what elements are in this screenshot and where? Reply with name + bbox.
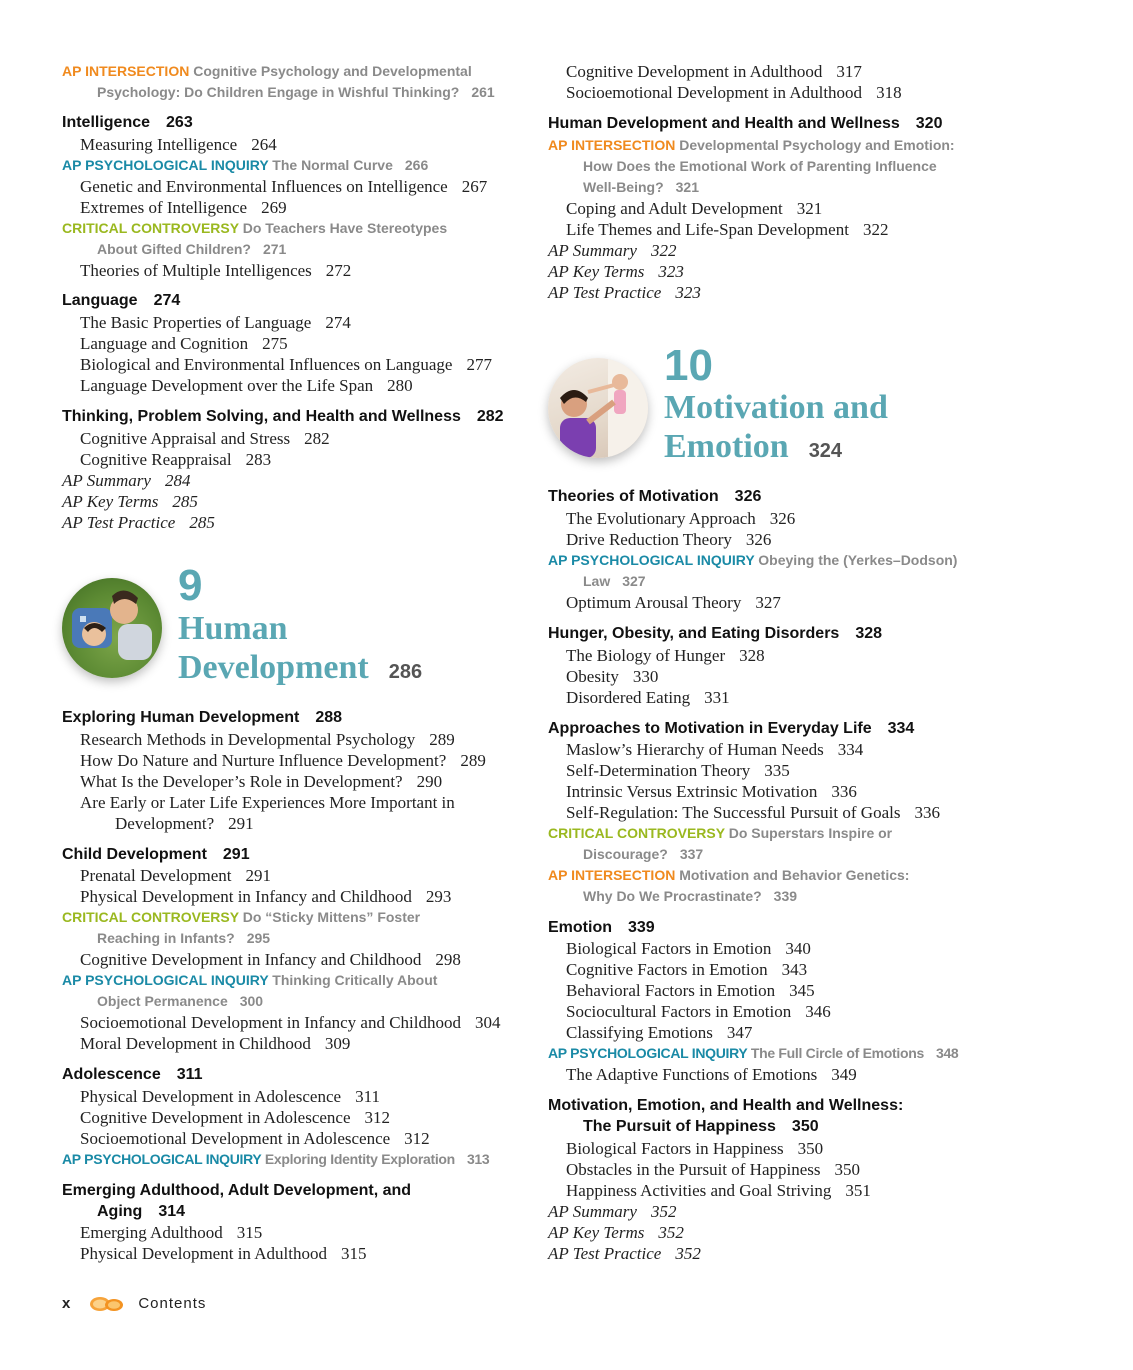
toc-item[interactable]: Obstacles in the Pursuit of Happiness 350 [566, 1160, 860, 1179]
section-exploring-human-development[interactable]: Exploring Human Development 288 [62, 709, 343, 726]
toc-item[interactable]: Moral Development in Childhood 309 [80, 1034, 351, 1053]
ap-key-terms[interactable]: AP Key Terms 352 [548, 1223, 684, 1242]
ap-intersection-feature: AP INTERSECTION Cognitive Psychology and Developmental [62, 63, 472, 79]
ap-intersection-feature[interactable]: AP INTERSECTION Motivation and Behavior Genetics: [548, 867, 910, 883]
ap-intersection-feature[interactable]: AP INTERSECTION Developmental Psychology and Emotion: [548, 137, 955, 153]
critical-controversy-feature[interactable]: CRITICAL CONTROVERSY Do Superstars Inspire or [548, 825, 893, 841]
critical-controversy-feature-cont: Reaching in Infants? 295 [97, 930, 271, 946]
toc-item[interactable]: Maslow’s Hierarchy of Human Needs 334 [566, 740, 864, 759]
toc-item[interactable]: Sociocultural Factors in Emotion 346 [566, 1002, 831, 1021]
toc-item[interactable]: Physical Development in Adolescence 311 [80, 1087, 380, 1106]
toc-item[interactable]: Behavioral Factors in Emotion 345 [566, 981, 815, 1000]
toc-item[interactable]: Disordered Eating 331 [566, 688, 730, 707]
ap-inquiry-feature[interactable]: AP PSYCHOLOGICAL INQUIRY The Full Circle of Emotions 348 [548, 1045, 959, 1061]
toc-item[interactable]: Socioemotional Development in Adolescence 312 [80, 1129, 430, 1148]
ap-summary[interactable]: AP Summary 322 [548, 241, 677, 260]
toc-item[interactable]: Prenatal Development 291 [80, 866, 272, 885]
toc-item[interactable]: Self-Determination Theory 335 [566, 761, 790, 780]
orange-slices-icon [88, 1294, 124, 1312]
toc-item[interactable]: Biological Factors in Emotion 340 [566, 939, 811, 958]
toc-item[interactable]: Are Early or Later Life Experiences More Important in [80, 793, 455, 812]
toc-item[interactable]: The Basic Properties of Language 274 [80, 313, 351, 332]
chapter-10-photo [548, 358, 648, 458]
ap-summary[interactable]: AP Summary 352 [548, 1202, 677, 1221]
section-approaches-to-motivation[interactable]: Approaches to Motivation in Everyday Life 334 [548, 720, 915, 737]
section-theories-of-motivation[interactable]: Theories of Motivation 326 [548, 488, 762, 505]
toc-item[interactable]: Physical Development in Infancy and Childhood 293 [80, 887, 452, 906]
toc-item[interactable]: The Adaptive Functions of Emotions 349 [566, 1065, 857, 1084]
toc-item[interactable]: Cognitive Factors in Emotion 343 [566, 960, 808, 979]
toc-item[interactable]: Self-Regulation: The Successful Pursuit of Goals 336 [566, 803, 940, 822]
toc-item[interactable]: What Is the Developer’s Role in Development? 290 [80, 772, 443, 791]
critical-controversy-feature[interactable]: CRITICAL CONTROVERSY Do “Sticky Mittens” Foster [62, 909, 421, 925]
section-thinking[interactable]: Thinking, Problem Solving, and Health and Wellness 282 [62, 408, 504, 425]
chapter-title-line1[interactable]: Human [178, 610, 288, 647]
toc-item[interactable]: Cognitive Development in Adolescence 312 [80, 1108, 391, 1127]
toc-item[interactable]: Biological and Environmental Influences on Language 277 [80, 355, 492, 374]
ap-intersection-feature-cont: Psychology: Do Children Engage in Wishful Thinking? 261 [97, 84, 495, 100]
ap-inquiry-feature-cont: Law 327 [583, 573, 646, 589]
toc-item[interactable]: Emerging Adulthood 315 [80, 1223, 263, 1242]
chapter-number: 10 [664, 341, 713, 390]
toc-item[interactable]: Socioemotional Development in Adulthood 318 [566, 83, 902, 102]
chapter-number: 9 [178, 561, 203, 610]
section-child-development[interactable]: Child Development 291 [62, 846, 250, 863]
toc-item[interactable]: Life Themes and Life-Span Development 322 [566, 220, 889, 239]
ap-intersection-feature-cont: Well-Being? 321 [583, 179, 699, 195]
toc-item-cont: Development? 291 [115, 814, 254, 833]
ap-inquiry-feature[interactable]: AP PSYCHOLOGICAL INQUIRY The Normal Curve 266 [62, 157, 429, 173]
toc-item[interactable]: How Do Nature and Nurture Influence Development? 289 [80, 751, 486, 770]
page-number: x [62, 1294, 71, 1312]
toc-item[interactable]: Cognitive Appraisal and Stress 282 [80, 429, 330, 448]
ap-key-terms[interactable]: AP Key Terms 285 [62, 492, 198, 511]
toc-item[interactable]: Cognitive Reappraisal 283 [80, 450, 272, 469]
critical-controversy-feature[interactable]: CRITICAL CONTROVERSY Do Teachers Have Stereotypes [62, 220, 448, 236]
toc-item[interactable]: Physical Development in Adulthood 315 [80, 1244, 367, 1263]
critical-controversy-feature-cont: About Gifted Children? 271 [97, 241, 287, 257]
parent-child-image-icon [62, 578, 162, 678]
ap-intersection-feature-cont: Why Do We Procrastinate? 339 [583, 888, 798, 904]
exercise-class-image-icon [548, 358, 648, 458]
section-emotion[interactable]: Emotion 339 [548, 919, 655, 936]
section-hunger[interactable]: Hunger, Obesity, and Eating Disorders 328 [548, 625, 883, 642]
toc-item[interactable]: Coping and Adult Development 321 [566, 199, 823, 218]
critical-controversy-feature-cont: Discourage? 337 [583, 846, 704, 862]
chapter-title-line2[interactable]: Development 286 [178, 649, 423, 686]
toc-item[interactable]: Research Methods in Developmental Psychology 289 [80, 730, 455, 749]
toc-item[interactable]: Theories of Multiple Intelligences 272 [80, 261, 352, 280]
section-motivation-emotion-health[interactable]: Motivation, Emotion, and Health and Wellness: [548, 1097, 904, 1114]
toc-item[interactable]: Classifying Emotions 347 [566, 1023, 753, 1042]
ap-inquiry-feature[interactable]: AP PSYCHOLOGICAL INQUIRY Obeying the (Yerkes–Dodson) [548, 552, 958, 568]
toc-item[interactable]: Happiness Activities and Goal Striving 351 [566, 1181, 871, 1200]
toc-item[interactable]: Drive Reduction Theory 326 [566, 530, 772, 549]
chapter-title-line2[interactable]: Emotion 324 [664, 428, 843, 465]
section-motivation-emotion-health-cont: The Pursuit of Happiness 350 [583, 1118, 819, 1135]
section-human-development-health[interactable]: Human Development and Health and Wellness 320 [548, 115, 943, 132]
ap-inquiry-feature[interactable]: AP PSYCHOLOGICAL INQUIRY Thinking Critically About [62, 972, 438, 988]
section-emerging-adulthood[interactable]: Emerging Adulthood, Adult Development, and [62, 1182, 412, 1199]
toc-item[interactable]: The Evolutionary Approach 326 [566, 509, 796, 528]
section-emerging-adulthood-cont: Aging 314 [97, 1203, 186, 1220]
section-language[interactable]: Language 274 [62, 292, 181, 309]
chapter-9-photo [62, 578, 162, 678]
ap-summary[interactable]: AP Summary 284 [62, 471, 191, 490]
ap-inquiry-feature[interactable]: AP PSYCHOLOGICAL INQUIRY Exploring Identity Exploration 313 [62, 1151, 490, 1167]
section-intelligence[interactable]: Intelligence 263 [62, 114, 193, 131]
ap-test-practice[interactable]: AP Test Practice 285 [62, 513, 215, 532]
ap-key-terms[interactable]: AP Key Terms 323 [548, 262, 684, 281]
ap-test-practice[interactable]: AP Test Practice 323 [548, 283, 701, 302]
toc-item[interactable]: Cognitive Development in Adulthood 317 [566, 62, 862, 81]
toc-item[interactable]: Language and Cognition 275 [80, 334, 288, 353]
ap-intersection-feature-cont: How Does the Emotional Work of Parenting Influence [583, 158, 937, 174]
section-adolescence[interactable]: Adolescence 311 [62, 1066, 203, 1083]
page-footer [62, 1294, 206, 1312]
toc-item[interactable]: Intrinsic Versus Extrinsic Motivation 336 [566, 782, 857, 801]
toc-item[interactable]: Language Development over the Life Span 280 [80, 376, 413, 395]
chapter-title-line1[interactable]: Motivation and [664, 389, 888, 426]
footer-label: Contents [138, 1294, 207, 1312]
toc-item[interactable]: Obesity 330 [566, 667, 659, 686]
toc-item[interactable]: Extremes of Intelligence 269 [80, 198, 287, 217]
toc-item[interactable]: Socioemotional Development in Infancy and Childhood 304 [80, 1013, 501, 1032]
ap-test-practice[interactable]: AP Test Practice 352 [548, 1244, 701, 1263]
toc-item[interactable]: Measuring Intelligence 264 [80, 135, 277, 154]
toc-item[interactable]: Genetic and Environmental Influences on Intelligence 267 [80, 177, 488, 196]
toc-item[interactable]: Optimum Arousal Theory 327 [566, 593, 781, 612]
toc-item[interactable]: Biological Factors in Happiness 350 [566, 1139, 824, 1158]
toc-item[interactable]: The Biology of Hunger 328 [566, 646, 765, 665]
ap-inquiry-feature-cont: Object Permanence 300 [97, 993, 264, 1009]
toc-item[interactable]: Cognitive Development in Infancy and Childhood 298 [80, 950, 461, 969]
